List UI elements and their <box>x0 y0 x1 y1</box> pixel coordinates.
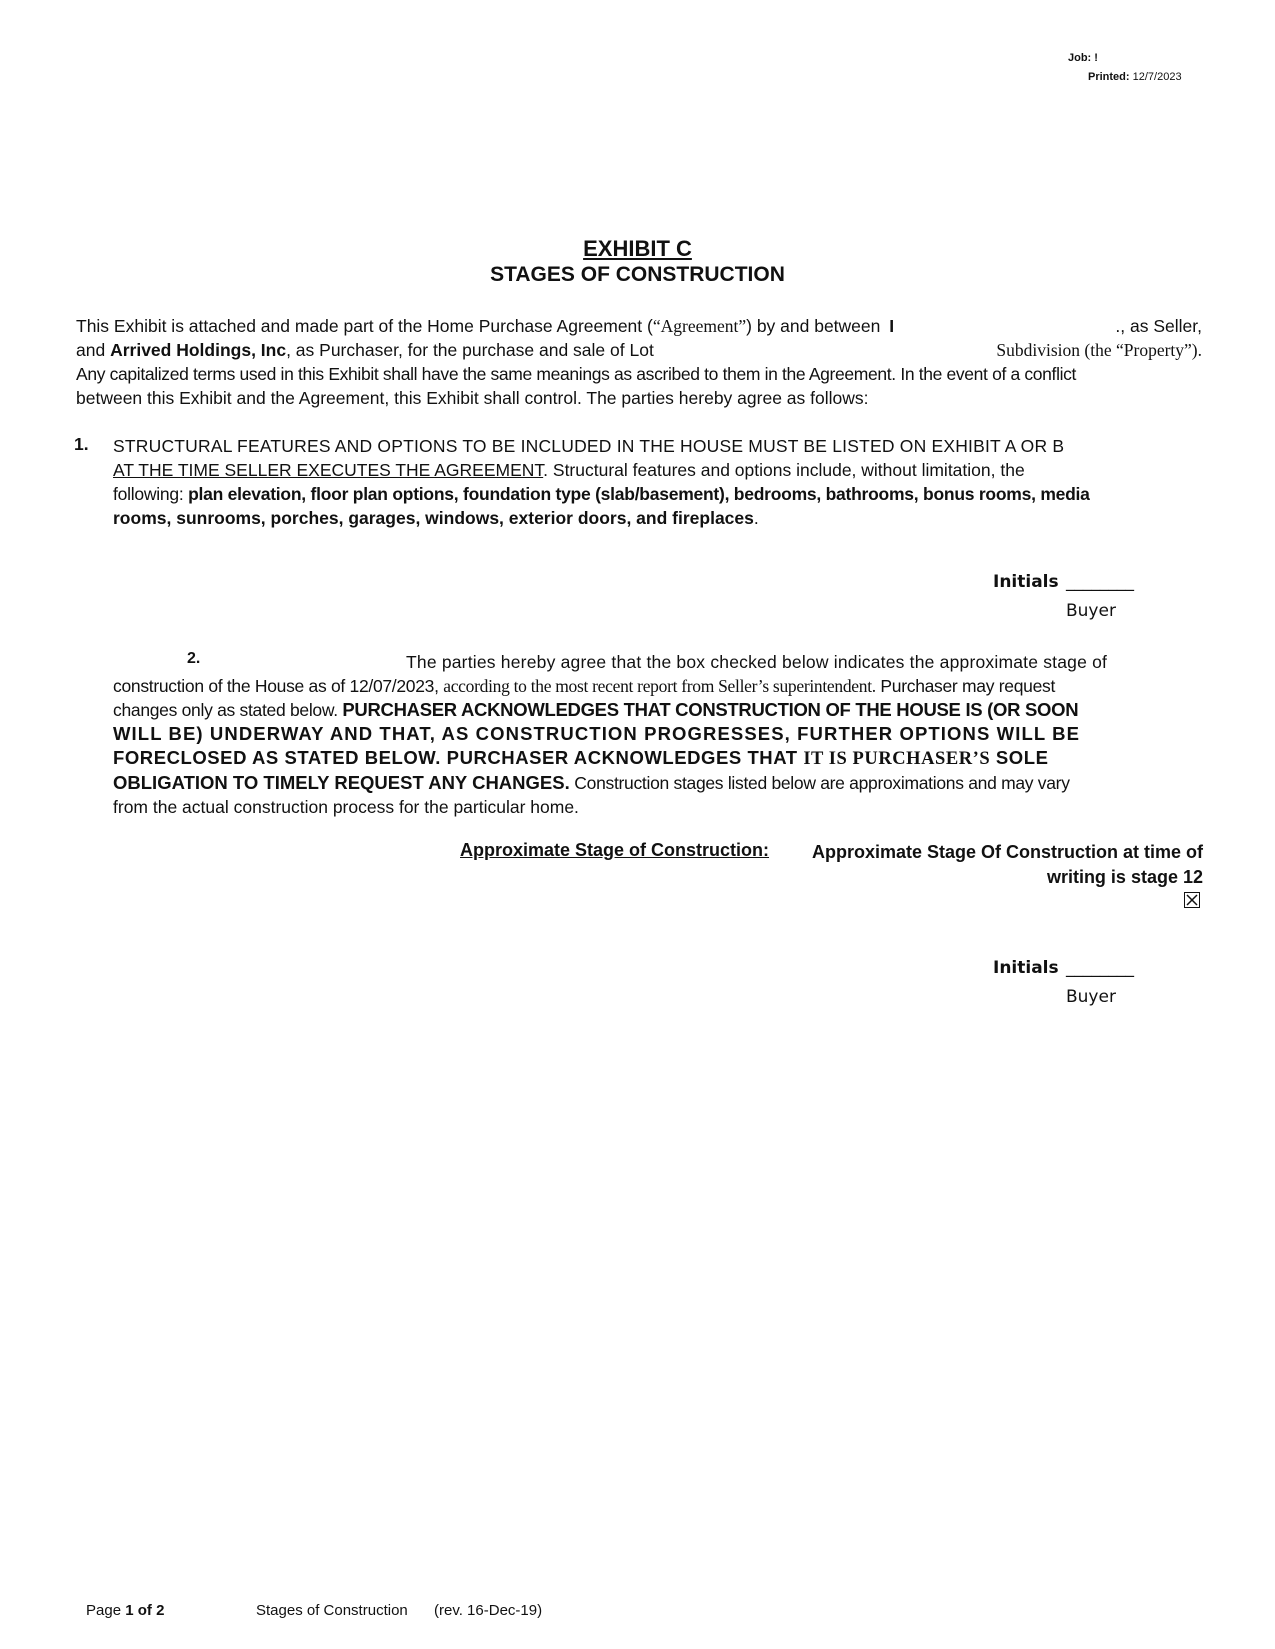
page-prefix: Page <box>86 1602 122 1619</box>
item-1-text: . Structural features and options include, without limitation, the <box>543 460 1025 480</box>
exhibit-subtitle: STAGES OF CONSTRUCTION <box>490 263 785 286</box>
item-2-text: Construction stages listed below are approximations and may vary <box>574 773 1070 793</box>
intro-text: Any capitalized terms used in this Exhibit shall have the same meanings as ascribed to them in the Agreement. In the event of a conflict <box>76 364 1077 384</box>
item-1-features: rooms, sunrooms, porches, garages, windows, exterior doors, and fireplaces <box>113 508 754 528</box>
page-number <box>86 1602 164 1619</box>
item-2-serif-text: according to the most recent report from Seller’s superintendent. <box>443 676 876 696</box>
item-1-paragraph <box>113 434 1203 530</box>
item-1-text: STRUCTURAL FEATURES AND OPTIONS TO BE INCLUDED IN THE HOUSE MUST BE LISTED ON EXHIBIT A OR B <box>113 436 1065 456</box>
stage-checkbox[interactable] <box>1184 892 1200 908</box>
stage-value-line: Approximate Stage Of Construction at time of <box>811 842 1203 862</box>
job-value: ! <box>1094 52 1098 64</box>
item-2-acknowledgement: SOLE <box>995 747 1049 768</box>
intro-text: and <box>76 340 106 360</box>
item-2-number: 2. <box>187 650 201 667</box>
intro-text: ) by and between <box>746 316 881 336</box>
purchaser-name: Arrived Holdings, Inc <box>110 340 287 360</box>
exhibit-title: EXHIBIT C <box>583 236 692 261</box>
stage-value <box>790 840 1203 890</box>
item-1-features: plan elevation, floor plan options, foundation type (slab/basement), bedrooms, bathrooms, bonus rooms, media <box>188 484 1090 504</box>
item-2-text: from the actual construction process for the particular home. <box>113 797 579 817</box>
item-1-text: following: <box>113 484 184 504</box>
initials-label-1: Initials <box>993 572 1059 592</box>
footer-revision: (rev. 16-Dec-19) <box>434 1602 543 1619</box>
printed-field <box>1088 71 1182 83</box>
page-total: 2 <box>156 1602 165 1619</box>
buyer-label-1: Buyer <box>1066 601 1116 621</box>
seller-name: I <box>889 316 895 336</box>
intro-paragraph <box>76 314 1202 410</box>
item-1-text: . <box>753 508 759 528</box>
stage-value-line: writing is stage 12 <box>1046 867 1203 887</box>
item-2-text: Purchaser may request <box>880 676 1056 696</box>
item-2-acknowledgement: IT IS PURCHASER’S <box>803 749 991 769</box>
buyer-label-2: Buyer <box>1066 987 1116 1007</box>
printed-date: 12/7/2023 <box>1132 71 1182 83</box>
item-2-text: changes only as stated below. <box>113 700 338 720</box>
item-2-text: The parties hereby agree that the box checked below indicates the approximate stage of <box>406 652 1108 672</box>
intro-text: This Exhibit is attached and made part of the Home Purchase Agreement ( <box>76 316 653 336</box>
job-field <box>1068 52 1098 64</box>
intro-text: between this Exhibit and the Agreement, this Exhibit shall control. The parties hereby agree as follows: <box>76 388 869 408</box>
initials-label-2: Initials <box>993 958 1059 978</box>
item-1-underlined: AT THE TIME SELLER EXECUTES THE AGREEMENT <box>113 460 544 480</box>
page-of: of <box>137 1602 152 1619</box>
job-label: Job: <box>1068 52 1092 64</box>
item-2-acknowledgement: WILL BE) UNDERWAY AND THAT, AS CONSTRUCTION PROGRESSES, FURTHER OPTIONS WILL BE <box>113 723 1081 744</box>
item-2-acknowledgement: FORECLOSED AS STATED BELOW. PURCHASER ACKNOWLEDGES THAT <box>113 747 798 768</box>
printed-label: Printed: <box>1088 71 1130 83</box>
agreement-term: “Agreement” <box>652 316 747 336</box>
stage-label: Approximate Stage of Construction: <box>460 840 770 860</box>
intro-text: , as Purchaser, for the purchase and sale of Lot <box>286 340 654 360</box>
item-2-acknowledgement: OBLIGATION TO TIMELY REQUEST ANY CHANGES. <box>113 772 570 793</box>
item-2-acknowledgement: PURCHASER ACKNOWLEDGES THAT CONSTRUCTION OF THE HOUSE IS (OR SOON <box>342 699 1079 720</box>
footer-doc-title: Stages of Construction <box>256 1602 408 1619</box>
item-2-paragraph <box>113 650 1203 819</box>
item-2-text: construction of the House as of 12/07/2023, <box>113 676 439 696</box>
initials-blank-2[interactable]: ________ <box>1066 958 1134 978</box>
checkmark-x-icon <box>1185 893 1199 907</box>
initials-blank-1[interactable]: ________ <box>1066 572 1134 592</box>
item-1-number: 1. <box>74 434 89 454</box>
page-current: 1 <box>125 1602 134 1619</box>
property-term: Subdivision (the “Property”). <box>996 340 1202 360</box>
seller-role: ., as Seller, <box>1115 316 1202 336</box>
